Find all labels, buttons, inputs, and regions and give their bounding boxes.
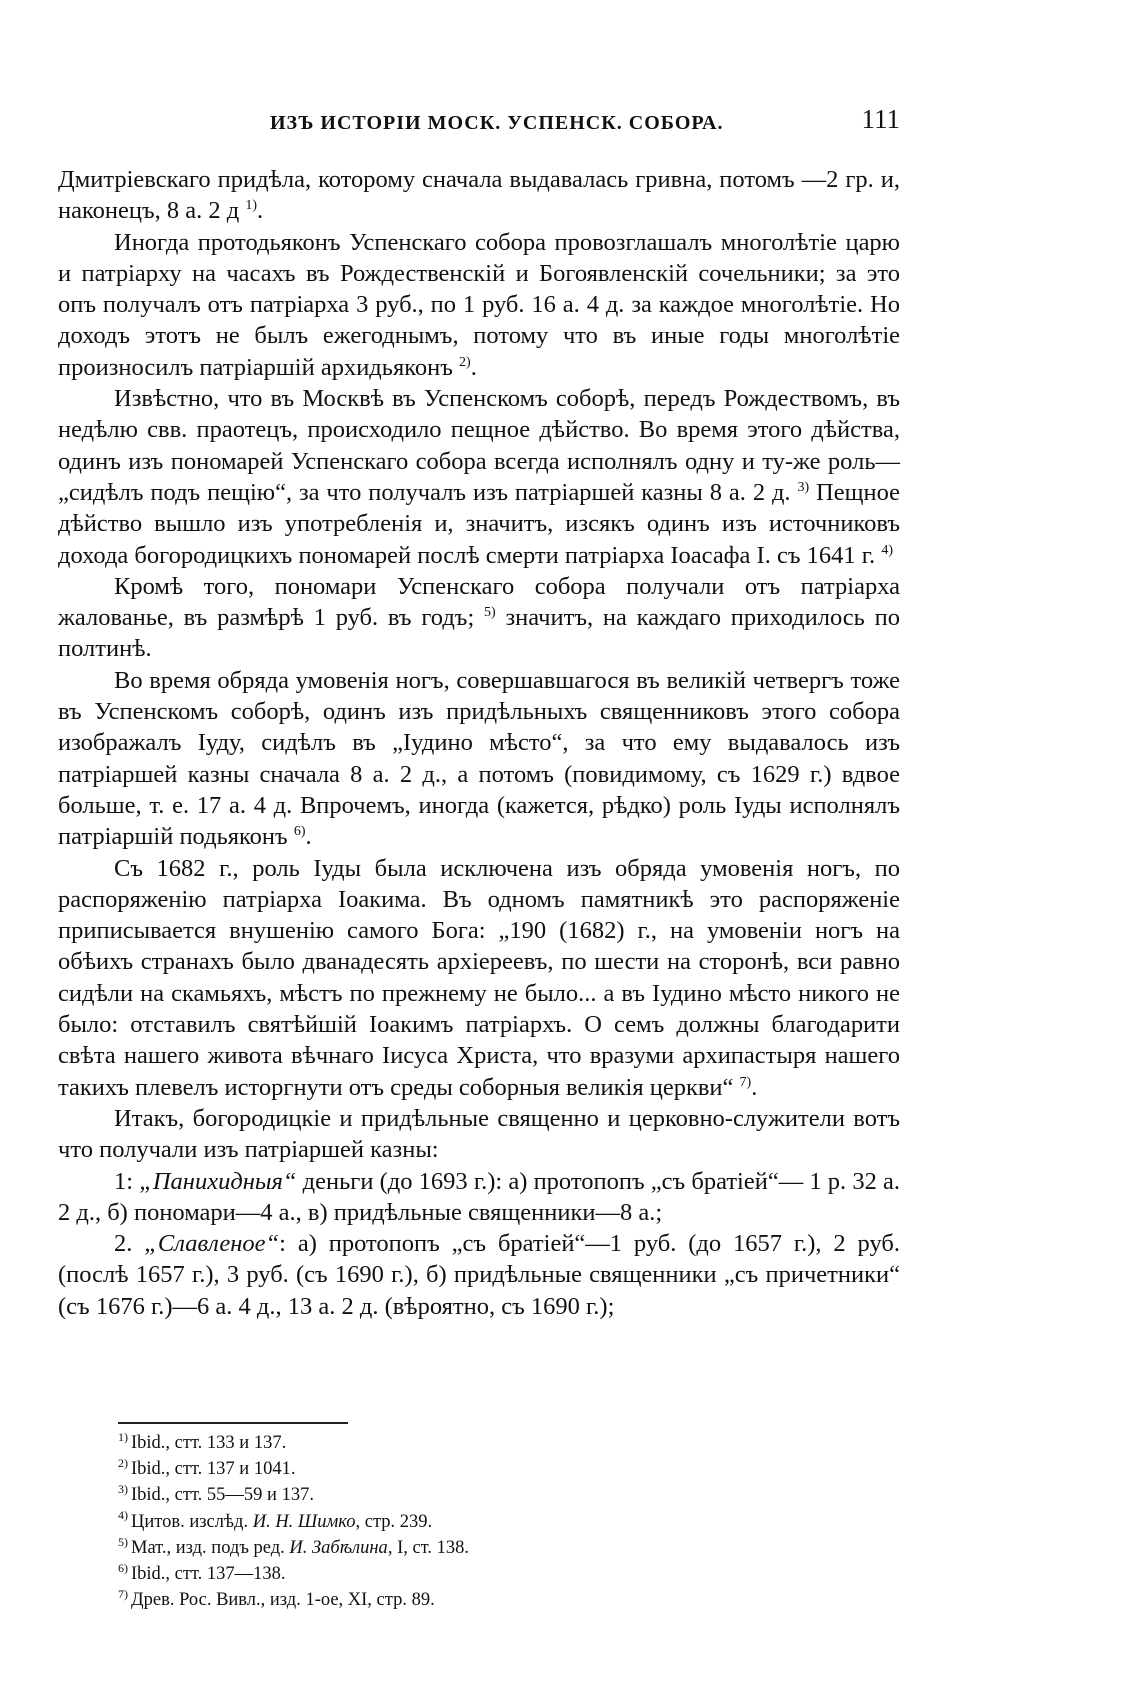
footnote-ref-4[interactable]: 4) (881, 542, 893, 558)
footnote-3: $^{3)}$ Ibid., стт. 55—59 и 137. (118, 1482, 314, 1506)
footnote-ref-3[interactable]: 3) (797, 479, 810, 495)
main-text (58, 164, 900, 1322)
paragraph-9: 2. „Славленое“: а) протопопъ „съ братіей“—1 руб. (до 1657 г.), 2 руб. (послѣ 1657 г.), 3 руб. (съ 1690 г.), б) придѣльные священники „съ причетники“ (съ 1676 г.)—6 а. 4 д., 13 а. 2 д. (вѣроятно, съ 1690 г.); (58, 1230, 900, 1320)
footnote-5: $^{5)}$ Мат., изд. подъ ред. И. Забѣлина, I, ст. 138. (118, 1534, 470, 1558)
paragraph-8: 1: „Панихидныя“ деньги (до 1693 г.): а) протопопъ „съ братіей“— 1 р. 32 а. 2 д., б) пономари—4 а., в) придѣльные священники—8 а.; (58, 1167, 900, 1226)
footnote-number: 1) (118, 1429, 128, 1444)
footnote-7: $^{7)}$ Древ. Рос. Вивл., изд. 1-ое, XI, стр. 89. (118, 1587, 435, 1611)
paragraph-4: Кромѣ того, пономари Успенскаго собора получали отъ патріарха жалованье, въ размѣрѣ 1 руб. въ годъ; $^{5)}$ значитъ, на каждаго приходилось по полтинѣ. (58, 572, 900, 663)
paragraph-5: Во время обряда умовенія ногъ, совершавшагося въ великій четвергъ тоже въ Успенскомъ соборѣ, одинъ изъ придѣльныхъ священниковъ этого собора изображалъ Іуду, сидѣлъ въ „Іудино мѣсто“, за что ему выдавалось изъ патріаршей казны сначала 8 а. 2 д., а потомъ (повидимому, съ 1629 г.) вдвое больше, т. е. 17 а. 4 д. Впрочемъ, иногда (кажется, рѣдко) роль Іуды исполнялъ патріаршій подьяконъ $^{6)}$. (58, 666, 900, 851)
footnote-number: 3) (118, 1482, 128, 1497)
paragraph-2: Иногда протодьяконъ Успенскаго собора провозглашалъ многолѣтіе царю и патріарху на часахъ въ Рождественскій и Богоявленскій сочельники; за это опъ получалъ отъ патріарха 3 руб., по 1 руб. 16 а. 4 д. за каждое многолѣтіе. Но доходъ этотъ не былъ ежегоднымъ, потому что въ иные годы многолѣтіе произносилъ патріаршій архидьяконъ $^{2)}$. (58, 228, 900, 381)
paragraph-7: Итакъ, богородицкіе и придѣльные священно и церковно-служители вотъ что получали изъ патріаршей казны: (58, 1104, 900, 1164)
panikhidnye-title: „Панихидныя“ (139, 1167, 297, 1195)
footnote-6: $^{6)}$ Ibid., стт. 137—138. (118, 1560, 286, 1585)
footnote-number: 6) (118, 1560, 128, 1575)
paragraph-6: Съ 1682 г., роль Іуды была исключена изъ обряда умовенія ногъ, по распоряженію патріарха Іоакима. Въ одномъ памятникѣ это распоряженіе приписывается внушенію самого Бога: „190 (1682) г., на умовеніи ногъ на обѣихъ странахъ было дванадесять архіереевъ, по шести на сторонѣ, вси равно сидѣли на скамьяхъ, мѣстъ по прежнему не было... а въ Іудино мѣсто никого не было: отставилъ святѣйшій Іоакимъ патріархъ. О семъ должны благодарити свѣта нашего живота вѣчнаго Іисуса Христа, что вразуми архипастыря нашего такихъ плевелъ исторгнути отъ среды соборныя великія церкви“ $^{7)}$. (58, 854, 900, 1101)
footnote-ref-5[interactable]: 5) (484, 605, 496, 620)
footnote-ref-7[interactable]: 7) (739, 1074, 752, 1090)
footnote-ref-2[interactable]: 2) (459, 354, 471, 370)
footnote-number: 4) (118, 1508, 128, 1523)
footnote-number: 5) (118, 1534, 128, 1549)
paragraph-3: Извѣстно, что въ Москвѣ въ Успенскомъ соборѣ, передъ Рождествомъ, въ недѣлю свв. праотецъ, происходило пещное дѣйство. Во время этого дѣйства, одинъ изъ пономарей Успенскаго собора всегда исполнялъ одну и ту-же роль—„сидѣлъ подъ пещію“, за что получалъ изъ патріаршей казны 8 а. 2 д. $^{3)}$ Пещное дѣйство вышло изъ употребленія и, значитъ, изсякъ одинъ изъ источниковъ дохода богородицкихъ пономарей послѣ смерти патріарха Іоасафа I. съ 1641 г. $^{4)}$ (58, 385, 901, 569)
page-number: 111 (861, 104, 900, 134)
footnote-4: $^{4)}$ Цитов. изслѣд. И. Н. Шимко, стр. 239. (118, 1508, 433, 1532)
slavlenoe-title: „Славленое“ (144, 1230, 280, 1258)
footnotes (118, 1430, 818, 1613)
footnote-2: $^{2)}$ Ibid., стт. 137 и 1041. (118, 1456, 296, 1480)
footnote-divider (118, 1422, 348, 1424)
footnote-number: 2) (118, 1456, 128, 1471)
footnote-number: 7) (118, 1587, 128, 1602)
footnote-ref-6[interactable]: 6) (293, 824, 306, 840)
running-title: ИЗЪ ИСТОРІИ МОСК. УСПЕНСК. СОБОРА. (270, 112, 724, 134)
paragraph-1: Дмитріевскаго придѣла, которому сначала выдавалась гривна, потомъ —2 гр. и, наконецъ, 8 а. 2 д $^{1)}$. (58, 166, 900, 225)
footnote-1: $^{1)}$ Ibid., стт. 133 и 137. (118, 1429, 287, 1453)
footnote-ref-1[interactable]: 1) (245, 198, 258, 214)
page-header (60, 104, 900, 144)
